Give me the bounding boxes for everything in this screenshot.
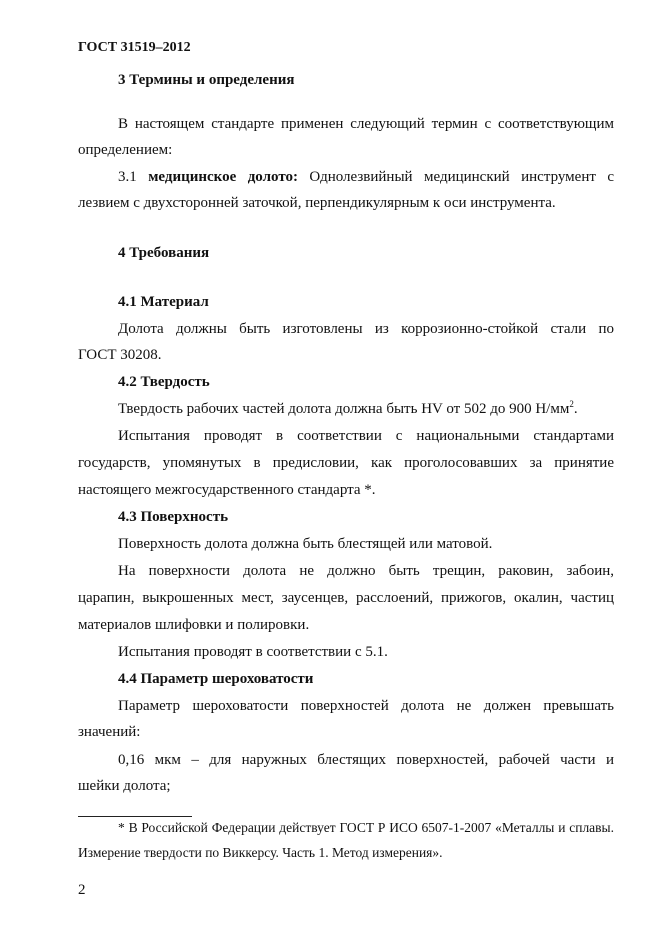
hardness-unit-superscript: 2 xyxy=(569,399,574,409)
section-4-2-testing-line-3: настоящего межгосударственного стандарта *. xyxy=(78,482,376,498)
section-4-4-paragraph-2-line-2: шейки долота; xyxy=(78,778,171,794)
section-4-1-line-2: ГОСТ 30208. xyxy=(78,347,162,363)
footnote-line-2: Измерение твердости по Виккерсу. Часть 1. Метод измерения». xyxy=(78,845,443,860)
section-4-3-paragraph-2-line-2: царапин, выкрошенных мест, заусенцев, расслоений, прижогов, окалин, частиц xyxy=(78,590,614,606)
section-4-2-testing-line-1: Испытания проводят в соответствии с национальными стандартами xyxy=(118,428,614,444)
section-4-4-paragraph-1-line-1: Параметр шероховатости поверхностей долота не должен превышать xyxy=(118,698,614,714)
definition-term: медицинское долото: xyxy=(148,169,298,185)
section-4-1-heading: 4.1 Материал xyxy=(118,294,209,310)
section-4-3-paragraph-3: Испытания проводят в соответствии с 5.1. xyxy=(118,644,388,660)
footnote-separator xyxy=(78,816,192,817)
section-4-3-paragraph-2-line-1: На поверхности долота не должно быть трещин, раковин, забоин, xyxy=(118,563,614,579)
section-4-2-heading: 4.2 Твердость xyxy=(118,374,210,390)
section-4-4-paragraph-2-line-1: 0,16 мкм – для наружных блестящих поверхностей, рабочей части и xyxy=(118,752,614,768)
section-4-2-testing-line-2: государств, упомянутых в предисловии, как проголосовавших за принятие xyxy=(78,455,614,471)
hardness-end: . xyxy=(573,401,578,417)
section-4-3-heading: 4.3 Поверхность xyxy=(118,509,228,525)
section-4-3-paragraph-1: Поверхность долота должна быть блестящей или матовой. xyxy=(118,536,493,552)
definition-3-1-line-2: лезвием с двухсторонней заточкой, перпендикулярным к оси инструмента. xyxy=(78,195,556,211)
section-3-heading: 3 Термины и определения xyxy=(118,72,295,88)
section-4-1-line-1: Долота должны быть изготовлены из коррозионно-стойкой стали по xyxy=(118,321,614,337)
doc-id-header: ГОСТ 31519–2012 xyxy=(78,40,191,55)
section-4-4-paragraph-1-line-2: значений: xyxy=(78,724,141,740)
section-3-paragraph-line-1: В настоящем стандарте применен следующий термин с соответствующим xyxy=(118,116,614,132)
definition-text: Однолезвийный медицинский инструмент с xyxy=(298,169,614,185)
definition-3-1-line-1 xyxy=(118,167,614,187)
section-3-paragraph-line-2: определением: xyxy=(78,142,173,158)
footnote-line-1: * В Российской Федерации действует ГОСТ Р ИСО 6507-1-2007 «Металлы и сплавы. xyxy=(118,820,614,835)
section-4-2-hardness-line xyxy=(118,399,614,419)
section-4-heading: 4 Требования xyxy=(118,245,210,261)
section-4-3-paragraph-2-line-3: материалов шлифовки и полировки. xyxy=(78,617,310,633)
hardness-text: Твердость рабочих частей долота должна быть HV от 502 до 900 Н/мм xyxy=(118,401,570,417)
section-4-4-heading: 4.4 Параметр шероховатости xyxy=(118,671,314,687)
page-number: 2 xyxy=(78,882,86,898)
definition-number: 3.1 xyxy=(118,169,149,185)
